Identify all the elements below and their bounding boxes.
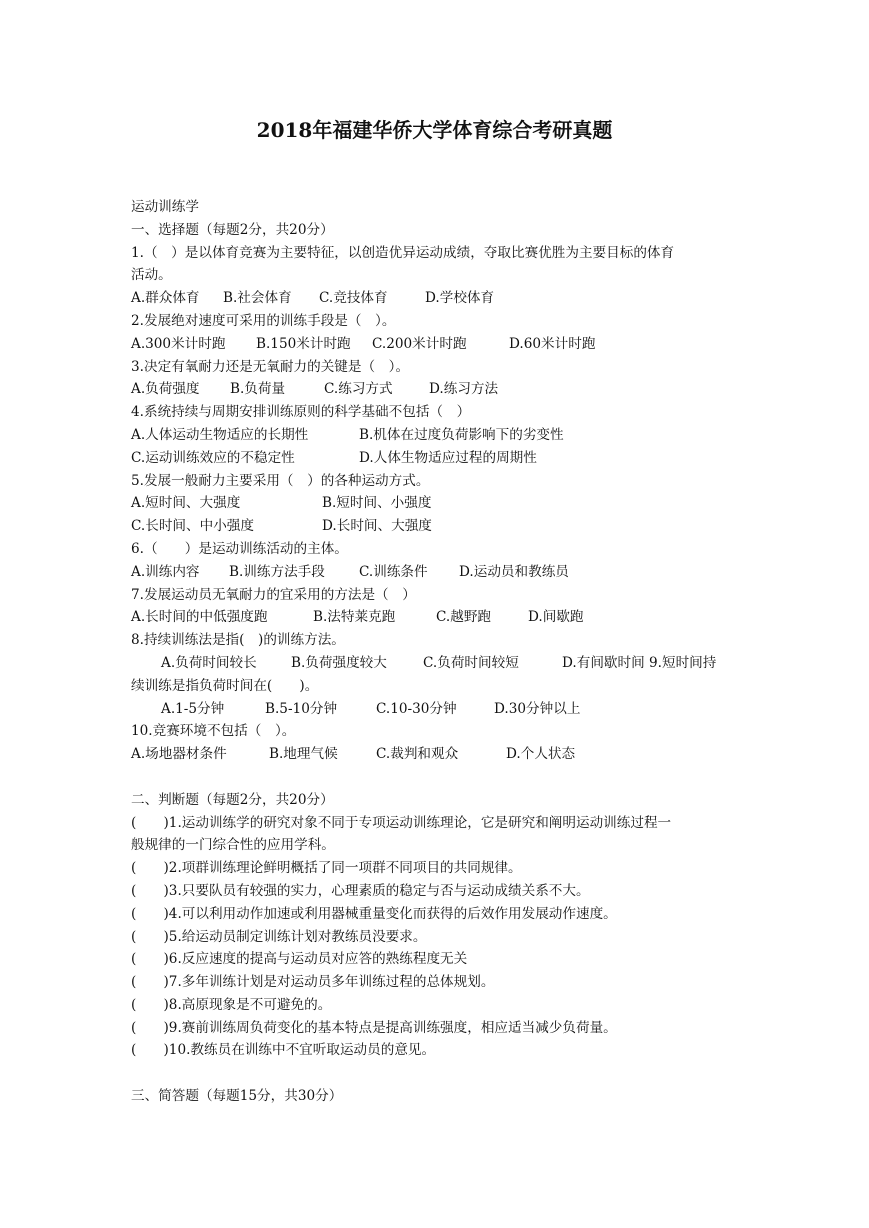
option-a: A.300米计时跑	[131, 335, 226, 352]
q7-options	[131, 606, 743, 629]
option-b: B.社会体育	[223, 290, 292, 307]
judge-item: ( )2.项群训练理论鲜明概括了同一项群不同项目的共同规律。	[131, 860, 522, 877]
judge-item: ( )7.多年训练计划是对运动员多年训练过程的总体规划。	[131, 974, 495, 991]
q8-options	[131, 652, 743, 675]
option-b: B.负荷量	[230, 381, 286, 398]
q5-options-cd	[131, 515, 743, 538]
q1-stem-cont: 活动。	[131, 267, 172, 284]
option-d: D.运动员和教练员	[459, 563, 569, 580]
option-a: A.短时间、大强度	[131, 495, 241, 512]
option-c: C.竞技体育	[319, 290, 388, 307]
judge-item: ( )3.只要队员有较强的实力，心理素质的稳定与否与运动成绩关系不大。	[131, 882, 590, 899]
option-c: C.越野跑	[436, 609, 492, 626]
judge-item: ( )4.可以利用动作加速或利用器械重量变化而获得的后效作用发展动作速度。	[131, 905, 617, 922]
judge-item: ( )10.教练员在训练中不宜听取运动员的意见。	[131, 1042, 436, 1059]
option-b: B.150米计时跑	[256, 335, 351, 352]
option-d: D.间歇跑	[528, 609, 584, 626]
option-b: B.负荷强度较大	[291, 654, 387, 671]
q7-stem: 7.发展运动员无氧耐力的宜采用的方法是（ ）	[131, 586, 416, 603]
document-body	[131, 196, 743, 1108]
q5-stem: 5.发展一般耐力主要采用（ ）的各种运动方式。	[131, 472, 430, 489]
q2-options	[131, 333, 743, 356]
option-c: C.训练条件	[359, 563, 428, 580]
option-c: C.裁判和观众	[376, 746, 459, 763]
q4-options-cd	[131, 447, 743, 470]
subject-heading: 运动训练学	[131, 199, 199, 215]
option-d: D.有间歇时间 9.短时间持	[562, 654, 717, 671]
option-b: B.5-10分钟	[265, 700, 338, 717]
q6-stem: 6.（ ）是运动训练活动的主体。	[131, 540, 348, 557]
option-d: D.练习方法	[429, 381, 499, 398]
judge-item: 般规律的一门综合性的应用学科。	[131, 837, 335, 854]
option-a: A.负荷时间较长	[161, 654, 257, 671]
q10-options	[131, 743, 743, 766]
option-a: A.群众体育	[131, 290, 200, 307]
option-c: C.运动训练效应的不稳定性	[131, 449, 295, 466]
option-a: A.长时间的中低强度跑	[131, 609, 268, 626]
q8-stem: 8.持续训练法是指( )的训练方法。	[131, 632, 345, 649]
q10-stem: 10.竞赛环境不包括（ ）。	[131, 723, 296, 740]
q3-stem: 3.决定有氧耐力还是无氧耐力的关键是（ ）。	[131, 358, 410, 375]
option-a: A.1-5分钟	[161, 700, 225, 717]
option-c: C.200米计时跑	[372, 335, 467, 352]
q6-options	[131, 561, 743, 584]
option-d: D.长时间、大强度	[322, 518, 432, 535]
option-d: D.学校体育	[425, 290, 495, 307]
judge-item: ( )9.赛前训练周负荷变化的基本特点是提高训练强度，相应适当减少负荷量。	[131, 1019, 617, 1036]
section-1-heading: 一、选择题（每题2分，共20分）	[131, 221, 334, 238]
option-b: B.训练方法手段	[229, 563, 325, 580]
judge-item: ( )8.高原现象是不可避免的。	[131, 996, 332, 1013]
option-a: A.负荷强度	[131, 381, 200, 398]
judge-item: ( )1.运动训练学的研究对象不同于专项运动训练理论，它是研究和阐明运动训练过程一	[131, 814, 672, 831]
option-d: D.60米计时跑	[509, 335, 596, 352]
section-3-heading: 三、简答题（每题15分，共30分）	[131, 1088, 343, 1105]
q3-options	[131, 378, 743, 401]
q9-options	[131, 698, 743, 721]
option-d: D.人体生物适应过程的周期性	[359, 449, 537, 466]
option-c: C.长时间、中小强度	[131, 518, 254, 535]
page-title: 2018年福建华侨大学体育综合考研真题	[256, 118, 613, 142]
judge-item: ( )6.反应速度的提高与运动员对应答的熟练程度无关	[131, 951, 468, 968]
q9-stem-cont: 续训练是指负荷时间在( )。	[131, 677, 319, 694]
option-d: D.个人状态	[506, 746, 576, 763]
q1-stem: 1.（ ）是以体育竞赛为主要特征，以创造优异运动成绩，夺取比赛优胜为主要目标的体育	[131, 244, 675, 261]
option-b: B.机体在过度负荷影响下的劣变性	[359, 426, 564, 443]
option-d: D.30分钟以上	[494, 700, 581, 717]
section-2-heading: 二、判断题（每题2分，共20分）	[131, 791, 334, 808]
option-c: C.负荷时间较短	[423, 654, 519, 671]
option-a: A.人体运动生物适应的长期性	[131, 426, 309, 443]
q4-options-ab	[131, 424, 743, 447]
option-c: C.练习方式	[324, 381, 393, 398]
option-b: B.法特莱克跑	[313, 609, 396, 626]
option-b: B.地理气候	[269, 746, 338, 763]
q1-options	[131, 287, 743, 310]
judge-item: ( )5.给运动员制定训练计划对教练员没要求。	[131, 928, 427, 945]
option-a: A.训练内容	[131, 563, 200, 580]
q2-stem: 2.发展绝对速度可采用的训练手段是（ ）。	[131, 312, 396, 329]
option-a: A.场地器材条件	[131, 746, 227, 763]
q4-stem: 4.系统持续与周期安排训练原则的科学基础不包括（ ）	[131, 404, 471, 421]
q5-options-ab	[131, 492, 743, 515]
option-c: C.10-30分钟	[376, 700, 457, 717]
option-b: B.短时间、小强度	[322, 495, 432, 512]
